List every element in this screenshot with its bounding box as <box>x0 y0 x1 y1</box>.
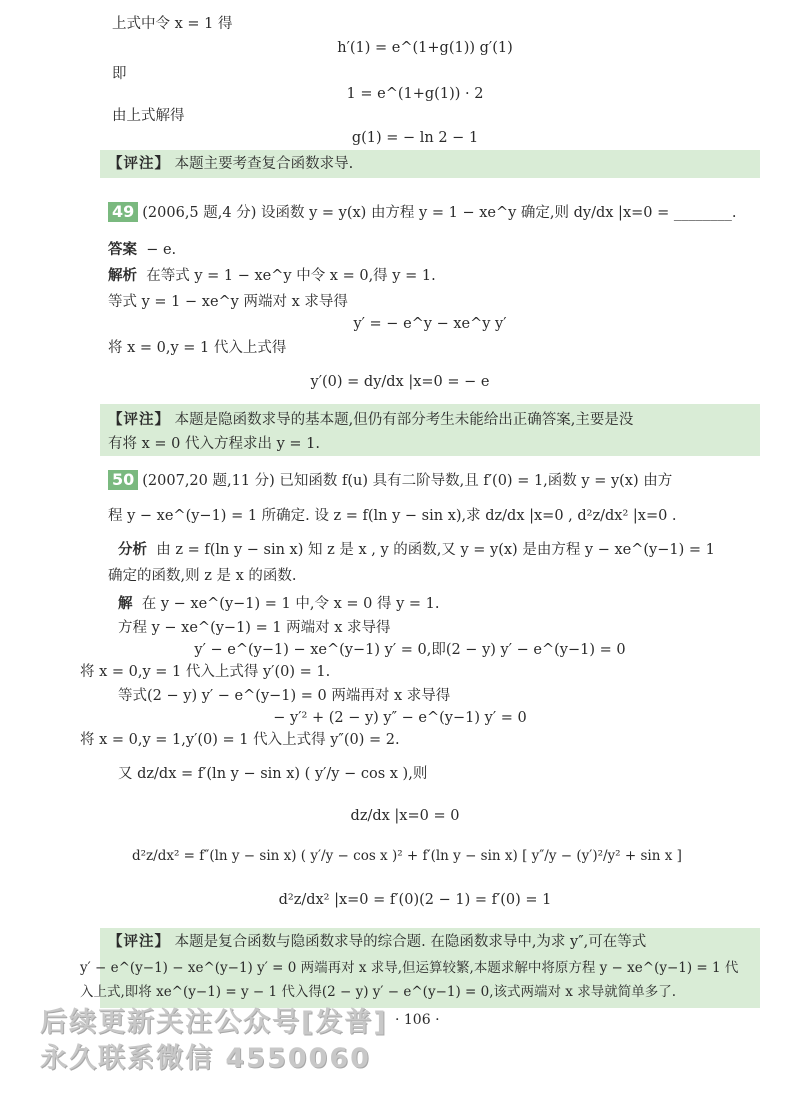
equation: 1 = e^(1+g(1)) · 2 <box>346 86 484 102</box>
text-line: 上式中令 x = 1 得 <box>112 16 233 32</box>
text-line: 确定的函数,则 z 是 x 的函数. <box>108 568 297 584</box>
answer-label: 答案 <box>108 241 137 258</box>
analysis-label: 解析 <box>108 267 137 284</box>
comment-label: 【评注】 <box>108 933 170 950</box>
comment-line: 有将 x = 0 代入方程求出 y = 1. <box>108 436 320 452</box>
problem-number: 49 <box>108 202 138 222</box>
comment-line <box>108 410 633 430</box>
answer-text: − e. <box>146 242 177 258</box>
comment-label: 【评注】 <box>108 411 170 428</box>
equation: y′ − e^(y−1) − xe^(y−1) y′ = 0,即(2 − y) y′ − e^(y−1) = 0 <box>194 642 626 658</box>
text-line: 将 x = 0,y = 1,y′(0) = 1 代入上式得 y″(0) = 2. <box>80 732 400 748</box>
watermark-line-1: 后续更新关注公众号[发普] <box>40 1007 388 1038</box>
comment-text: 本题是复合函数与隐函数求导的综合题. 在隐函数求导中,为求 y″,可在等式 <box>174 934 647 950</box>
analysis-line <box>118 540 715 560</box>
text-line: 方程 y − xe^(y−1) = 1 两端对 x 求导得 <box>118 620 391 636</box>
text-line: 由上式解得 <box>112 108 185 124</box>
comment-line: 入上式,即将 xe^(y−1) = y − 1 代入得(2 − y) y′ − e^(y−1) = 0,该式两端对 x 求导就简单多了. <box>80 984 676 1000</box>
equation: h′(1) = e^(1+g(1)) g′(1) <box>337 40 513 56</box>
text-line: 等式(2 − y) y′ − e^(y−1) = 0 两端再对 x 求导得 <box>118 688 451 704</box>
watermark-line-2: 永久联系微信 4550060 <box>40 1043 371 1074</box>
equation: d²z/dx² |x=0 = f′(0)(2 − 1) = f′(0) = 1 <box>278 892 552 908</box>
comment-line <box>108 154 353 174</box>
problem-49-statement <box>108 202 736 223</box>
equation: y′(0) = dy/dx |x=0 = − e <box>310 374 490 390</box>
text-line: 等式 y = 1 − xe^y 两端对 x 求导得 <box>108 294 348 310</box>
problem-text: (2006,5 题,4 分) 设函数 y = y(x) 由方程 y = 1 − xe^y 确定,则 dy/dx |x=0 = ________. <box>142 205 737 221</box>
analysis-text: 在等式 y = 1 − xe^y 中令 x = 0,得 y = 1. <box>146 268 436 284</box>
equation: y′ = − e^y − xe^y y′ <box>353 316 507 332</box>
analysis-label: 分析 <box>118 541 147 558</box>
page-number: · 106 · <box>395 1012 440 1028</box>
comment-text: 本题主要考查复合函数求导. <box>174 156 354 172</box>
problem-text: (2007,20 题,11 分) 已知函数 f(u) 具有二阶导数,且 f′(0) = 1,函数 y = y(x) 由方 <box>142 473 673 489</box>
analysis-text: 由 z = f(ln y − sin x) 知 z 是 x , y 的函数,又 y = y(x) 是由方程 y − xe^(y−1) = 1 <box>156 542 715 558</box>
equation: dz/dx |x=0 = 0 <box>350 808 460 824</box>
text-line: 将 x = 0,y = 1 代入上式得 y′(0) = 1. <box>80 664 331 680</box>
equation: g(1) = − ln 2 − 1 <box>351 130 479 146</box>
comment-line: y′ − e^(y−1) − xe^(y−1) y′ = 0 两端再对 x 求导,但运算较繁,本题求解中将原方程 y − xe^(y−1) = 1 代 <box>80 960 739 976</box>
equation: − y′² + (2 − y) y″ − e^(y−1) y′ = 0 <box>273 710 527 726</box>
text-line: 将 x = 0,y = 1 代入上式得 <box>108 340 287 356</box>
comment-line <box>108 932 646 952</box>
solution-text: 在 y − xe^(y−1) = 1 中,令 x = 0 得 y = 1. <box>141 596 440 612</box>
comment-text: 本题是隐函数求导的基本题,但仍有部分考生未能给出正确答案,主要是没 <box>174 412 634 428</box>
equation: d²z/dx² = f″(ln y − sin x) ( y′/y − cos x )² + f′(ln y − sin x) [ y″/y − (y′)²/y² + sin x ] <box>132 848 682 864</box>
answer-line <box>108 240 176 260</box>
comment-label: 【评注】 <box>108 155 170 172</box>
analysis-line <box>108 266 436 286</box>
problem-text: 程 y − xe^(y−1) = 1 所确定. 设 z = f(ln y − sin x),求 dz/dx |x=0 , d²z/dx² |x=0 . <box>108 508 677 524</box>
text-line: 即 <box>112 66 127 82</box>
solution-label: 解 <box>118 595 133 612</box>
problem-50-statement <box>108 470 672 491</box>
problem-number: 50 <box>108 470 138 490</box>
solution-line <box>118 594 439 614</box>
text-line: 又 dz/dx = f′(ln y − sin x) ( y′/y − cos x ),则 <box>118 766 428 782</box>
